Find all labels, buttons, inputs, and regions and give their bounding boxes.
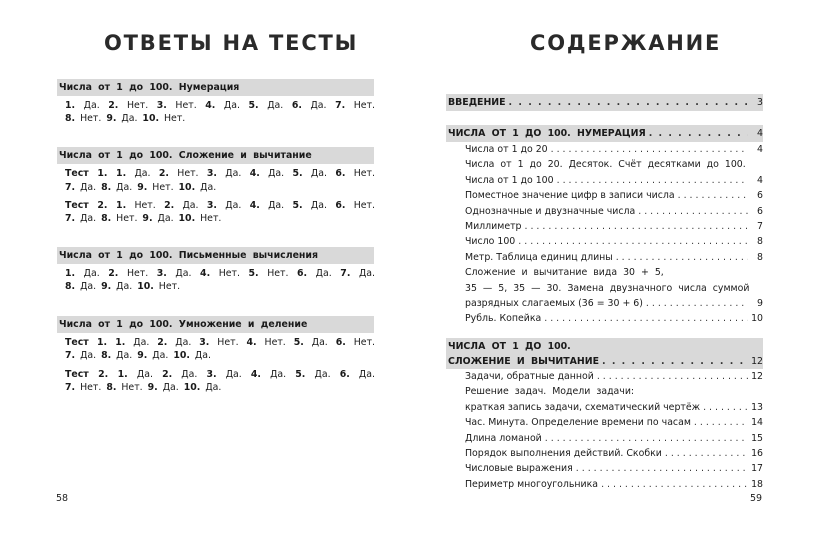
answer-row: Тест 2. 1. Нет. 2. Да. 3. Да. 4. Да. 5. Да. 6. Нет. [65, 200, 375, 211]
toc-entry[interactable] [465, 250, 763, 265]
answer-row: Тест 1. 1. Да. 2. Да. 3. Нет. 4. Нет. 5. Да. 6. Нет. [65, 337, 376, 348]
toc-entry[interactable] [465, 400, 763, 415]
toc-entry-page: 9 [757, 298, 763, 309]
page-title: СОДЕРЖАНИЕ [530, 31, 722, 55]
answer-row: 8. Да. 9. Да. 10. Нет. [65, 281, 181, 292]
dot-leader [694, 415, 748, 430]
right-page [410, 0, 820, 537]
toc-entry-page: 14 [751, 417, 763, 429]
toc-entry-label: Задачи, обратные данной [465, 371, 594, 382]
toc-entry-label: Числа от 1 до 100 [465, 174, 554, 186]
toc-entry-label: Сложение и вычитание вида 30 + 5, [465, 267, 664, 279]
toc-entry[interactable] [465, 296, 763, 311]
toc-entry-label: Однозначные и двузначные числа [465, 205, 636, 217]
answer-row: 7. Нет. 8. Нет. 9. Да. 10. Да. [65, 382, 222, 393]
toc-entry-page: 15 [751, 432, 763, 444]
toc-entry[interactable] [465, 157, 763, 172]
toc-entry-page: 4 [757, 144, 763, 155]
toc-entry-label: Час. Минута. Определение времени по часам [465, 417, 691, 429]
toc-entry-page: 6 [757, 190, 763, 202]
toc-entry[interactable] [465, 142, 763, 157]
toc-entry[interactable] [465, 281, 763, 296]
dot-leader [646, 296, 748, 311]
dot-leader [616, 250, 748, 265]
toc-entry-page: 7 [757, 221, 763, 232]
toc-entry-page: 12 [751, 371, 763, 382]
toc-entry-label: Миллиметр [465, 221, 522, 232]
toc-entry-label: Поместное значение цифр в записи числа [465, 190, 675, 202]
toc-entry[interactable] [465, 477, 763, 492]
answer-row: 8. Нет. 9. Да. 10. Нет. [65, 113, 186, 124]
toc-entry-page: 8 [757, 251, 763, 263]
toc-entry[interactable] [465, 369, 763, 384]
toc-entry[interactable] [465, 415, 763, 430]
toc-entry-numeration[interactable]: ЧИСЛА ОТ 1 ДО 100. НУМЕРАЦИЯ . . . 4 [448, 126, 763, 141]
toc-entry-page: 4 [757, 174, 763, 186]
dot-leader [703, 400, 748, 415]
dot-leader [665, 446, 748, 461]
toc-entry[interactable] [465, 311, 763, 326]
page-number: 59 [750, 493, 763, 504]
dot-leader [597, 369, 748, 384]
toc-entry-label: разрядных слагаемых (36 = 30 + 6) [465, 298, 643, 309]
page-number: 58 [56, 493, 69, 504]
toc-entry-label: Число 100 [465, 236, 516, 248]
dot-leader [678, 188, 748, 203]
toc-entry[interactable] [465, 219, 763, 234]
toc-entry-label: Периметр многоугольника [465, 478, 599, 490]
answer-row: 1. Да. 2. Нет. 3. Нет. 4. Да. 5. Да. 6. Да. 7. Нет. [65, 100, 376, 111]
toc-entry-label: Длина ломаной [465, 432, 542, 444]
dot-leader [601, 477, 748, 492]
toc-entry-page: 17 [751, 463, 763, 475]
toc-entry-label: Метр. Таблица единиц длины [465, 251, 613, 263]
toc-entry-label: Решение задач. Модели задачи: [465, 386, 635, 398]
toc-entry-page: 10 [751, 313, 763, 325]
toc-entry-label: Рубль. Копейка [465, 313, 542, 325]
toc-entry[interactable] [465, 173, 763, 188]
section-heading: Числа от 1 до 100. Сложение и вычитание [57, 147, 374, 164]
toc-entry[interactable] [465, 188, 763, 203]
dot-leader [576, 461, 748, 476]
answer-row: Тест 1. 1. Да. 2. Нет. 3. Да. 4. Да. 5. Да. 6. Нет. [65, 168, 375, 179]
dot-leader [638, 204, 748, 219]
dot-leader [551, 142, 748, 157]
toc-entry[interactable] [465, 431, 763, 446]
toc-entry[interactable] [465, 204, 763, 219]
toc-entry[interactable] [465, 461, 763, 476]
toc-entry-page: 6 [757, 205, 763, 217]
toc-entry-addsub[interactable]: СЛОЖЕНИЕ И ВЫЧИТАНИЕ . . . 12 [448, 354, 763, 369]
dot-leader [525, 219, 748, 234]
toc-entry-intro[interactable]: ВВЕДЕНИЕ . . . 3 [448, 95, 763, 110]
toc-entry-page: 8 [757, 236, 763, 248]
section-heading: Числа от 1 до 100. Письменные вычисления [57, 247, 374, 264]
toc-entry[interactable] [465, 384, 763, 399]
dot-leader [557, 173, 748, 188]
answer-row: Тест 2. 1. Да. 2. Да. 3. Да. 4. Да. 5. Да. 6. Да. [65, 369, 375, 380]
toc-entry-label: 35 — 5, 35 — 30. Замена двузначного числа суммой [465, 282, 750, 294]
answer-row: 7. Да. 8. Да. 9. Да. 10. Да. [65, 350, 211, 361]
page-title: ОТВЕТЫ НА ТЕСТЫ [104, 31, 359, 55]
answer-row: 1. Да. 2. Нет. 3. Да. 4. Нет. 5. Нет. 6. Да. 7. Да. [65, 268, 376, 279]
section-heading: Числа от 1 до 100. Нумерация [57, 79, 374, 96]
answer-row: 7. Да. 8. Да. 9. Нет. 10. Да. [65, 182, 217, 193]
toc-entry[interactable] [465, 265, 763, 280]
toc-entry-page: 13 [751, 401, 763, 413]
answer-row: 7. Да. 8. Нет. 9. Да. 10. Нет. [65, 213, 222, 224]
toc-entry[interactable] [465, 234, 763, 249]
toc-heading-line: ЧИСЛА ОТ 1 ДО 100. [448, 341, 571, 352]
toc-entry-page: 18 [751, 478, 763, 490]
section-heading: Числа от 1 до 100. Умножение и деление [57, 316, 374, 333]
dot-leader [544, 311, 748, 326]
toc-entry-label: краткая запись задачи, схематический чертёж [465, 401, 701, 413]
toc-entry-page: 16 [751, 448, 763, 459]
toc-entry-label: Числовые выражения [465, 463, 573, 475]
toc-entry-label: Порядок выполнения действий. Скобки [465, 448, 662, 459]
toc-entry-label: Числа от 1 до 20. Десяток. Счёт десятками до 100. [465, 159, 746, 171]
dot-leader [518, 234, 748, 249]
dot-leader [545, 431, 748, 446]
toc-entry-label: Числа от 1 до 20 [465, 144, 548, 155]
toc-entry[interactable] [465, 446, 763, 461]
